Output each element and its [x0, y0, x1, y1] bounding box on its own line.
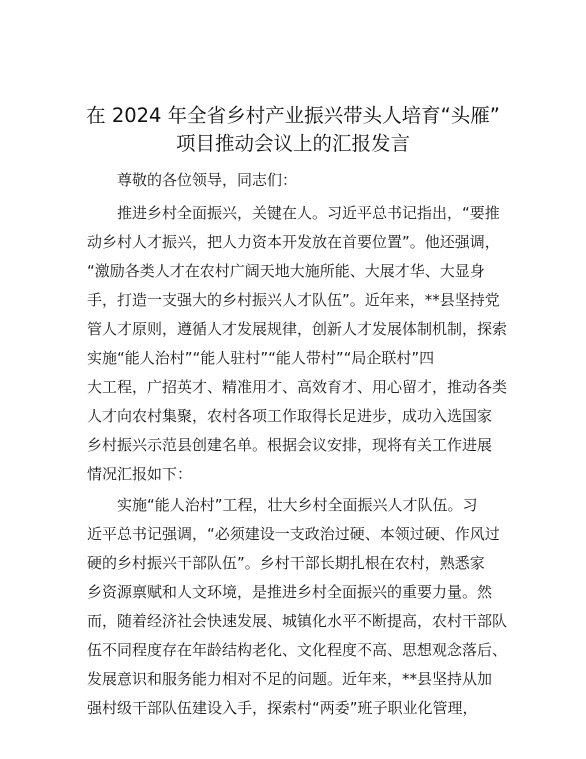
- paragraph2-line: 硬的乡村振兴干部队伍”。乡村干部长期扎根在农村，熟悉家: [87, 554, 485, 572]
- paragraph2-line: 发展意识和服务能力相对不足的问题。近年来，**县坚持从加: [87, 670, 493, 688]
- paragraph1-line: 管人才原则，遵循人才发展规律，创新人才发展体制机制，探索: [87, 320, 508, 338]
- greeting: 尊敬的各位领导，同志们：: [117, 171, 298, 189]
- title-line-2: 项目推动会议上的汇报发言: [175, 132, 410, 155]
- paragraph2-line: 实施“能人治村”工程，壮大乡村全面振兴人才队伍。习: [117, 496, 478, 514]
- title-line-1: 在 2024 年全省乡村产业振兴带头人培育“头雁”: [86, 104, 500, 127]
- paragraph1-line: 乡村振兴示范县创建名单。根据会议安排，现将有关工作进展: [87, 436, 493, 454]
- paragraph2-line: 近平总书记强调，“必须建设一支政治过硬、本领过硬、作风过: [87, 525, 500, 543]
- paragraph2-line: 乡资源禀赋和人文环境，是推进乡村全面振兴的重要力量。然: [87, 583, 493, 601]
- paragraph1-line: 手，打造一支强大的乡村振兴人才队伍”。近年来，**县坚持党: [87, 291, 500, 309]
- paragraph1-line: 情况汇报如下：: [87, 465, 193, 483]
- paragraph1-line: 大工程，广招英才、精准用才、高效育才、用心留才，推动各类: [87, 378, 508, 396]
- paragraph1-line: 人才向农村集聚，农村各项工作取得长足进步，成功入选国家: [87, 407, 493, 425]
- paragraph1-line: 实施“能人治村”“能人驻村”“能人带村”“局企联村”四: [87, 349, 435, 367]
- paragraph2-line: 伍不同程度存在年龄结构老化、文化程度不高、思想观念落后、: [87, 641, 508, 659]
- paragraph1-line: 动乡村人才振兴，把人力资本开发放在首要位置”。他还强调，: [87, 233, 500, 251]
- paragraph1-line: “激励各类人才在农村广阔天地大施所能、大展才华、大显身: [87, 262, 485, 280]
- paragraph2-line: 强村级干部队伍建设入手，探索村“两委”班子职业化管理，: [87, 699, 478, 717]
- paragraph2-line: 而，随着经济社会快速发展、城镇化水平不断提高，农村干部队: [87, 612, 508, 630]
- paragraph1-line: 推进乡村全面振兴，关键在人。习近平总书记指出，“要推: [117, 204, 500, 222]
